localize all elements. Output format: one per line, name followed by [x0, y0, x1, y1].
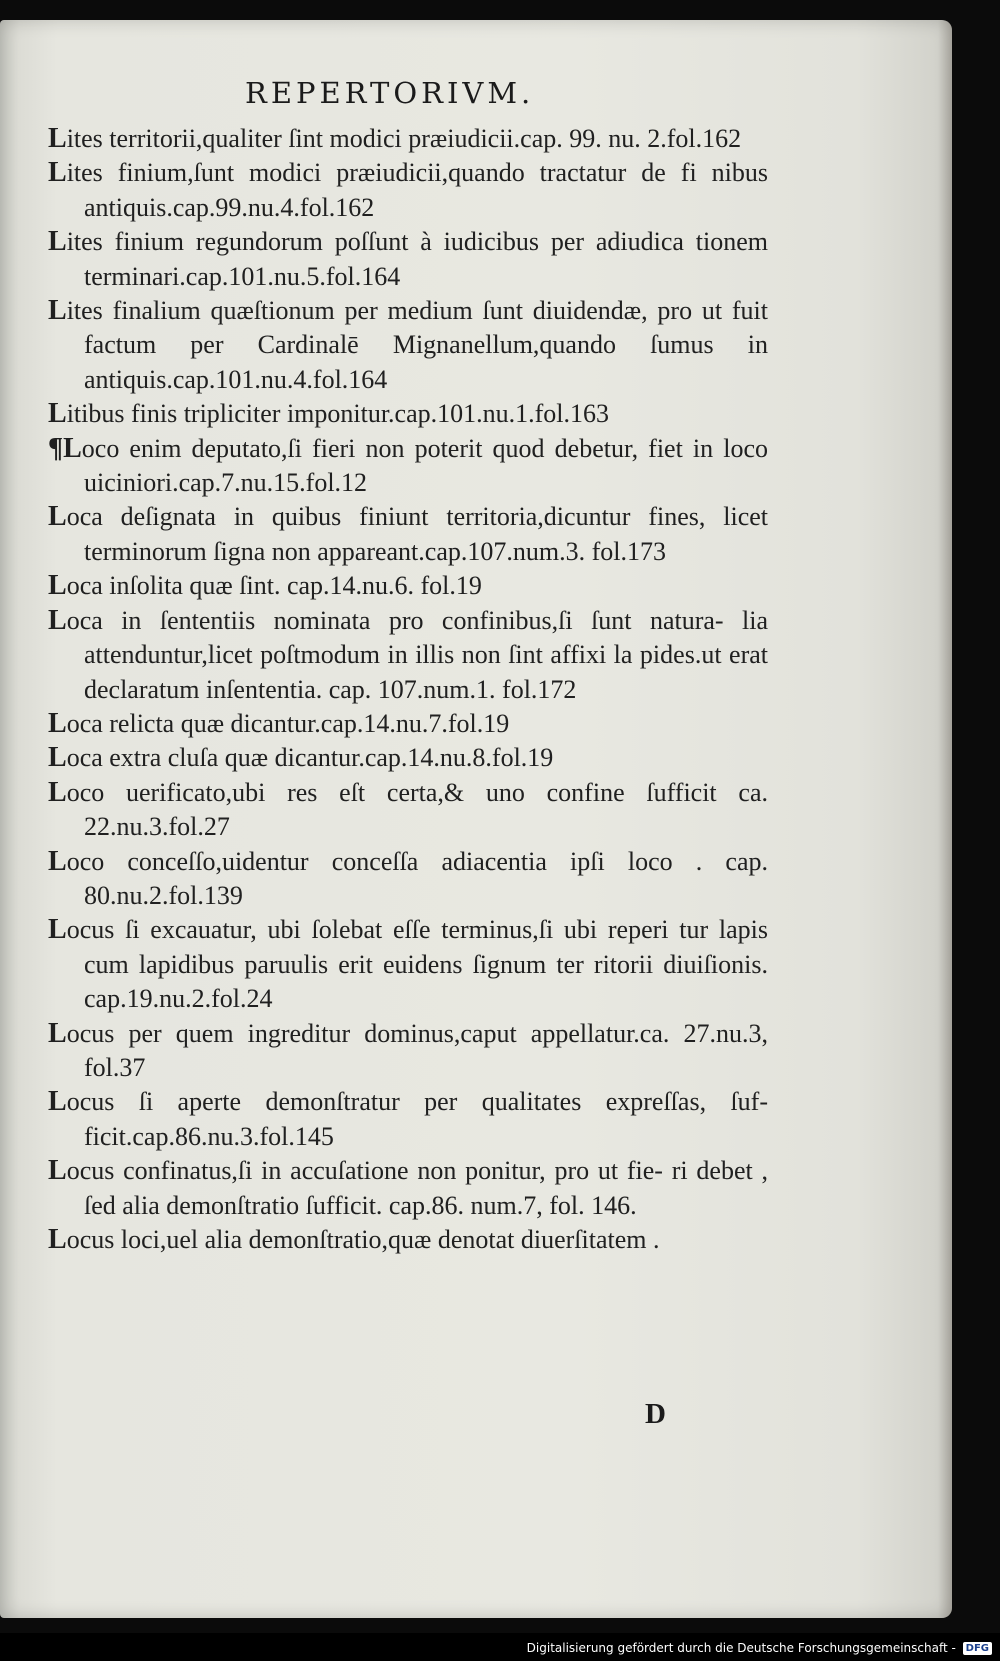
entry-text: itibus finis tripliciter imponitur.cap.101.nu.1.fol.163 [66, 399, 610, 429]
index-entry [48, 156, 768, 225]
page-edge-shadow [938, 20, 952, 1618]
entry-text: ocus per quem ingreditur dominus,caput appellatur.ca. 27.nu.3, fol.37 [66, 1018, 768, 1082]
entry-text: ocus ſi excauatur, ubi ſolebat eſſe terminus,ſi ubi reperi tur lapis cum lapidibus paruulis erit euidens ſignum ter ritorii diuiſionis. cap.19.nu.2.fol.24 [66, 915, 768, 1014]
book-page [0, 20, 952, 1618]
dfg-logo: DFG [963, 1642, 992, 1655]
entry-text: ocus confinatus,ſi in accuſatione non ponitur, pro ut fie- ri debet , ſed alia demonſtratio ſufficit. cap.86. num.7, fol. 146. [66, 1156, 768, 1220]
entry-text: oco enim deputato,ſi fieri non poterit quod debetur, fiet in loco uiciniori.cap.7.nu.15.fol.12 [81, 433, 768, 498]
entry-initial: L [48, 1086, 67, 1118]
index-entry [48, 1085, 768, 1154]
index-entry [48, 1154, 768, 1223]
entry-text: ocus loci,uel alia demonſtratio,quæ denotat diuerſitatem . [66, 1225, 660, 1254]
entry-initial: L [48, 1224, 67, 1255]
entry-initial: L [48, 845, 67, 877]
entry-initial: L [48, 226, 67, 258]
index-entry [48, 741, 768, 775]
index-entry [48, 707, 768, 741]
entry-initial: L [48, 914, 67, 946]
index-entry [48, 913, 768, 1016]
index-entry [48, 432, 768, 501]
entry-text: oca extra cluſa quæ dicantur.cap.14.nu.8.fol.19 [66, 743, 554, 773]
entry-text: oco uerificato,ubi res eſt certa,& uno confine ſufficit ca. 22.nu.3.fol.27 [66, 777, 768, 842]
index-entry [48, 294, 768, 397]
entry-text: oca inſolita quæ ſint. cap.14.nu.6. fol.19 [66, 571, 482, 601]
index-entry [48, 776, 768, 845]
running-head: REPERTORIVM. [245, 76, 535, 110]
digitization-credit [527, 1641, 992, 1655]
entry-text: ites territorii,qualiter ſint modici præiudicii.cap. 99. nu. 2.fol.162 [66, 124, 742, 153]
entry-initial: L [48, 742, 67, 774]
entry-initial: L [48, 707, 67, 739]
entry-text: oca in ſententiis nominata pro confinibus,ſi ſunt natura- lia attenduntur,licet poſtmodum in illis non ſint affixi la pides.ut erat declaratum inſententia. cap. 107.num.1. fol.172 [66, 605, 768, 704]
index-entry [48, 122, 768, 156]
entry-initial: L [48, 570, 67, 602]
catchword: D [645, 1398, 666, 1430]
entry-initial: L [48, 398, 67, 430]
entry-initial: L [48, 295, 67, 327]
entry-initial: L [48, 157, 67, 189]
entry-initial: ¶L [48, 432, 82, 464]
entry-text: ites finium,ſunt modici præiudicii,quando tractatur de fi nibus antiquis.cap.99.nu.4.fol.162 [66, 158, 768, 222]
index-entries [48, 122, 768, 1257]
index-entry [48, 1223, 768, 1257]
index-entry [48, 225, 768, 294]
entry-text: ocus ſi aperte demonſtratur per qualitates expreſſas, ſuf- ficit.cap.86.nu.3.fol.145 [66, 1087, 768, 1151]
index-entry [48, 845, 768, 914]
entry-text: oca relicta quæ dicantur.cap.14.nu.7.fol.19 [66, 708, 510, 738]
entry-initial: L [48, 1017, 67, 1049]
entry-initial: L [48, 604, 67, 636]
entry-initial: L [48, 501, 67, 533]
credit-bar [0, 1633, 1000, 1661]
entry-initial: L [48, 1155, 67, 1187]
index-entry [48, 569, 768, 603]
index-entry [48, 1017, 768, 1086]
entry-initial: L [48, 123, 67, 154]
entry-initial: L [48, 776, 67, 808]
index-entry [48, 604, 768, 707]
index-entry [48, 397, 768, 431]
entry-text: ites finium regundorum poſſunt à iudicibus per adiudica tionem terminari.cap.101.nu.5.fol.164 [66, 227, 768, 291]
credit-text: Digitalisierung gefördert durch die Deutsche Forschungsgemeinschaft - [526, 1641, 956, 1655]
index-entry [48, 500, 768, 569]
entry-text: oco conceſſo,uidentur conceſſa adiacentia ipſi loco . cap. 80.nu.2.fol.139 [66, 846, 768, 910]
entry-text: oca deſignata in quibus finiunt territoria,dicuntur fines, licet terminorum ſigna non appareant.cap.107.num.3. fol.173 [66, 502, 768, 566]
entry-text: ites finalium quæſtionum per medium ſunt diuidendæ, pro ut fuit factum per Cardinalē Mignanellum,quando ſumus in antiquis.cap.101.nu.4.fol.164 [66, 296, 768, 394]
